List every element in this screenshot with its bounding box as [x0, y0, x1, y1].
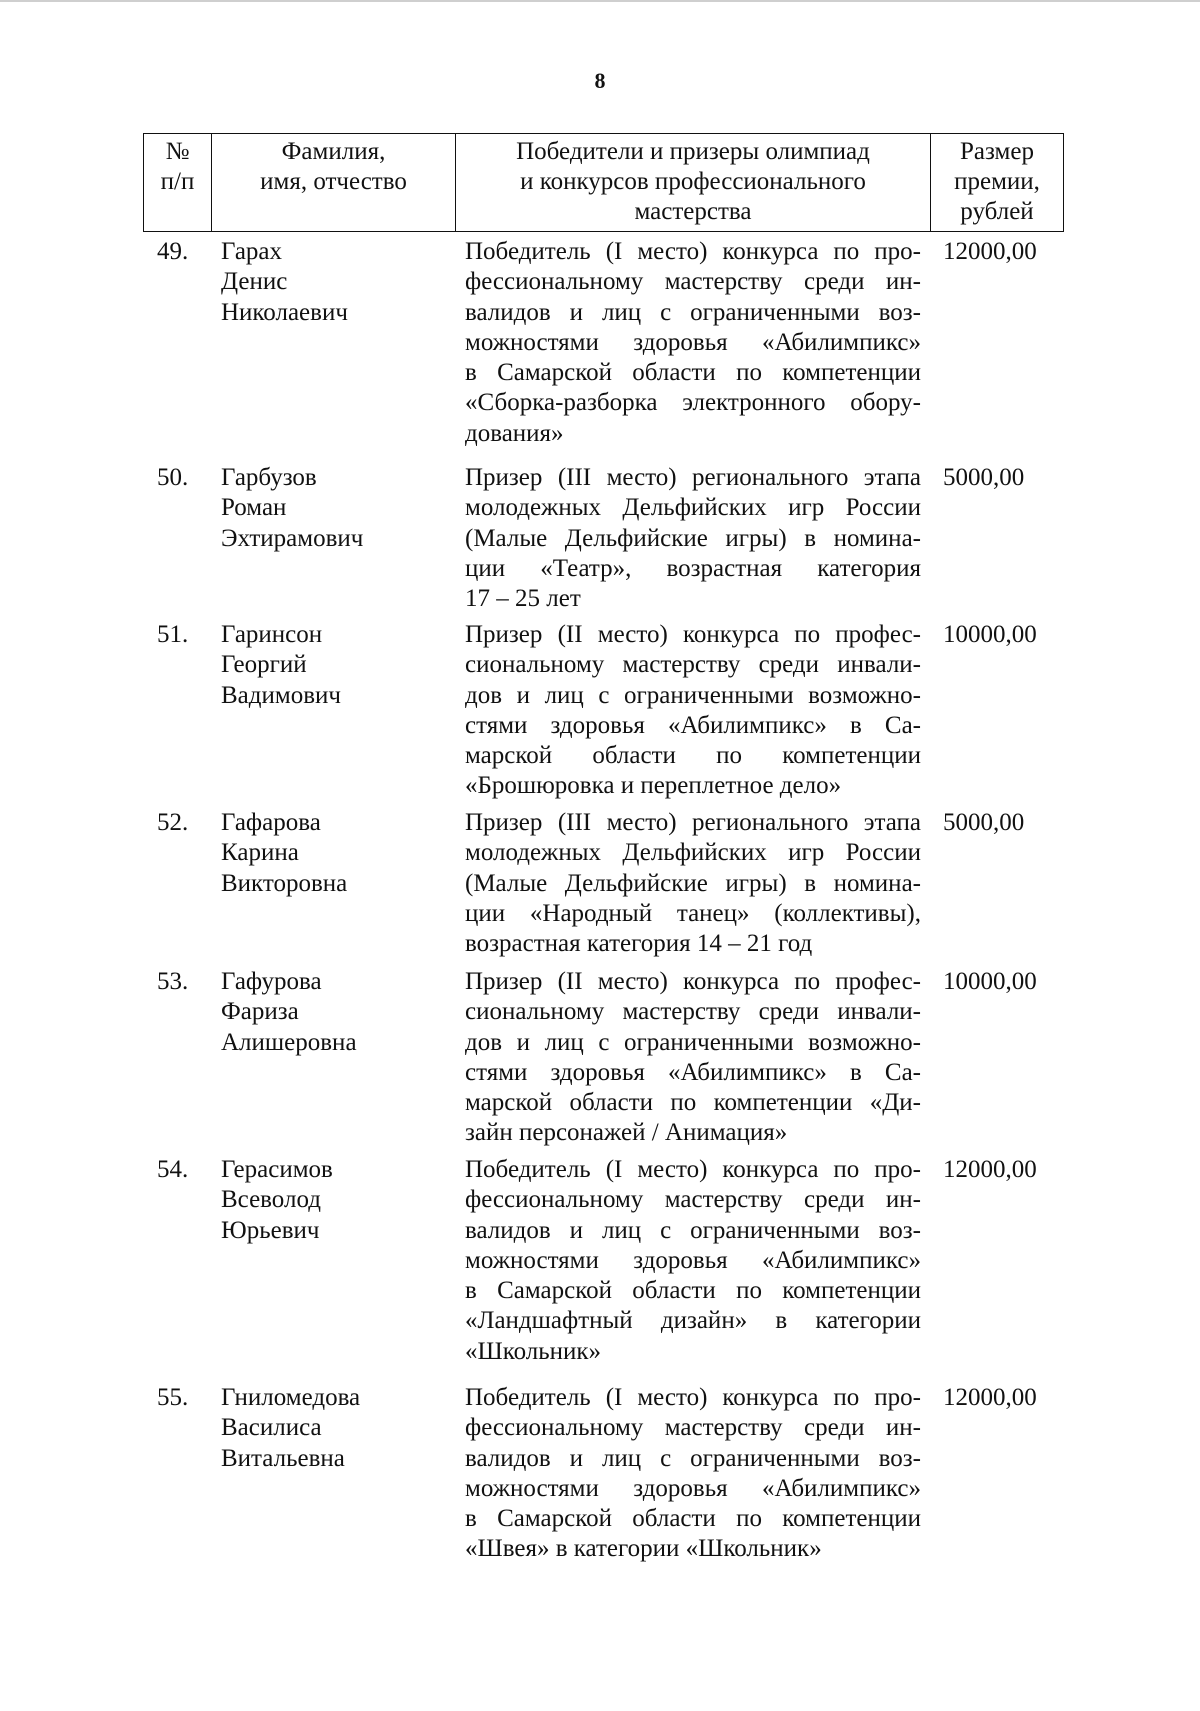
patronymic: Алишеровна: [221, 1028, 357, 1056]
row-number: 53.: [157, 968, 189, 995]
full-name: [221, 463, 441, 554]
description-line: Призер (II место) конкурса по профес-: [465, 968, 921, 995]
description-line: фессиональному мастерству среди ин-: [465, 268, 921, 296]
description-line: стями здоровья «Абилимпикс» в Са-: [465, 1058, 921, 1086]
description-line: «Ландшафтный дизайн» в категории: [465, 1307, 921, 1335]
row-number: 52.: [157, 809, 189, 836]
description-line: фессиональному мастерству среди ин-: [465, 1186, 921, 1214]
description-line: Победитель (I место) конкурса по про-: [465, 238, 921, 265]
patronymic: Николаевич: [221, 298, 348, 326]
surname: Гарбузов: [221, 464, 317, 491]
prize-amount: 5000,00: [943, 464, 1025, 491]
patronymic: Викторовна: [221, 869, 348, 897]
surname: Гаринсон: [221, 621, 323, 648]
prize-amount: 5000,00: [943, 809, 1025, 836]
patronymic: Вадимович: [221, 681, 341, 709]
header-prize-line-2: премии,: [954, 168, 1040, 195]
full-name: [221, 967, 441, 1058]
description-line: валидов и лиц с ограниченными воз-: [465, 1216, 921, 1244]
page-number: 8: [594, 68, 606, 93]
description-line: «Сборка-разборка электронного обору-: [465, 389, 921, 417]
awards-table-header: [143, 133, 1064, 232]
header-prize: [931, 134, 1064, 232]
description-line: возрастная категория 14 – 21 год: [465, 930, 813, 958]
description-line: дов и лиц с ограниченными возможно-: [465, 1028, 921, 1056]
header-num: [144, 134, 212, 232]
description-line: Призер (III место) регионального этапа: [465, 464, 921, 491]
header-desc-line-2: и конкурсов профессионального: [520, 168, 866, 195]
description-line: Призер (II место) конкурса по профес-: [465, 621, 921, 648]
description-line: дования»: [465, 419, 564, 447]
description-line: ции «Народный танец» (коллективы),: [465, 899, 921, 927]
header-name-line-2: имя, отчество: [260, 168, 407, 195]
award-description: [465, 237, 921, 449]
first-name: Георгий: [221, 651, 307, 679]
row-number: 55.: [157, 1384, 189, 1411]
description-line: в Самарской области по компетенции: [465, 359, 921, 387]
description-line: стями здоровья «Абилимпикс» в Са-: [465, 711, 921, 739]
description-line: ции «Театр», возрастная категория: [465, 554, 921, 582]
description-line: можностями здоровья «Абилимпикс»: [465, 328, 921, 356]
prize-amount: 10000,00: [943, 968, 1037, 995]
description-line: в Самарской области по компетенции: [465, 1277, 921, 1305]
award-description: [465, 967, 921, 1149]
award-description: [465, 808, 921, 959]
first-name: Денис: [221, 268, 288, 296]
full-name: [221, 237, 441, 328]
scan-edge-line: [0, 0, 1200, 2]
description-line: молодежных Дельфийских игр России: [465, 839, 921, 867]
description-line: марской области по компетенции: [465, 742, 921, 770]
description-line: марской области по компетенции «Ди-: [465, 1089, 921, 1117]
description-line: «Школьник»: [465, 1337, 602, 1365]
first-name: Василиса: [221, 1414, 322, 1442]
description-line: Призер (III место) регионального этапа: [465, 809, 921, 836]
award-description: [465, 463, 921, 614]
description-line: (Малые Дельфийские игры) в номина-: [465, 524, 921, 552]
prize-amount: 12000,00: [943, 1156, 1037, 1183]
row-number: 49.: [157, 238, 189, 265]
header-row: [144, 134, 1064, 232]
header-name: [212, 134, 456, 232]
header-desc-line-3: мастерства: [634, 198, 752, 225]
row-number: 54.: [157, 1156, 189, 1183]
award-description: [465, 620, 921, 802]
award-description: [465, 1155, 921, 1367]
description-line: можностями здоровья «Абилимпикс»: [465, 1474, 921, 1502]
first-name: Роман: [221, 494, 287, 522]
description-line: сиональному мастерству среди инвали-: [465, 998, 921, 1026]
description-line: «Брошюровка и переплетное дело»: [465, 772, 842, 800]
description-line: (Малые Дельфийские игры) в номина-: [465, 869, 921, 897]
header-num-line-1: №: [165, 138, 190, 165]
row-number: 50.: [157, 464, 189, 491]
prize-amount: 12000,00: [943, 238, 1037, 265]
patronymic: Эхтирамович: [221, 524, 364, 552]
patronymic: Витальевна: [221, 1444, 345, 1472]
description-line: «Швея» в категории «Школьник»: [465, 1535, 822, 1563]
description-line: 17 – 25 лет: [465, 585, 581, 613]
description-line: валидов и лиц с ограниченными воз-: [465, 1444, 921, 1472]
description-line: дов и лиц с ограниченными возможно-: [465, 681, 921, 709]
description-line: валидов и лиц с ограниченными воз-: [465, 298, 921, 326]
surname: Гафурова: [221, 968, 322, 995]
description-line: фессиональному мастерству среди ин-: [465, 1414, 921, 1442]
description-line: в Самарской области по компетенции: [465, 1505, 921, 1533]
row-number: 51.: [157, 621, 189, 648]
first-name: Всеволод: [221, 1186, 321, 1214]
header-prize-line-3: рублей: [960, 198, 1034, 225]
description-line: молодежных Дельфийских игр России: [465, 494, 921, 522]
first-name: Фариза: [221, 998, 299, 1026]
header-desc-line-1: Победители и призеры олимпиад: [516, 138, 870, 165]
full-name: [221, 1383, 441, 1474]
first-name: Карина: [221, 839, 299, 867]
full-name: [221, 1155, 441, 1246]
full-name: [221, 620, 441, 711]
description-line: можностями здоровья «Абилимпикс»: [465, 1246, 921, 1274]
full-name: [221, 808, 441, 899]
header-num-line-2: п/п: [160, 168, 195, 195]
description-line: зайн персонажей / Анимация»: [465, 1119, 788, 1147]
prize-amount: 12000,00: [943, 1384, 1037, 1411]
header-prize-line-1: Размер: [960, 138, 1034, 165]
description-line: сиональному мастерству среди инвали-: [465, 651, 921, 679]
surname: Гниломедова: [221, 1384, 361, 1411]
header-desc: [456, 134, 931, 232]
surname: Гарах: [221, 238, 283, 265]
award-description: [465, 1383, 921, 1565]
surname: Гафарова: [221, 809, 321, 836]
surname: Герасимов: [221, 1156, 333, 1183]
prize-amount: 10000,00: [943, 621, 1037, 648]
header-name-line-1: Фамилия,: [281, 138, 386, 165]
description-line: Победитель (I место) конкурса по про-: [465, 1156, 921, 1183]
description-line: Победитель (I место) конкурса по про-: [465, 1384, 921, 1411]
patronymic: Юрьевич: [221, 1216, 320, 1244]
